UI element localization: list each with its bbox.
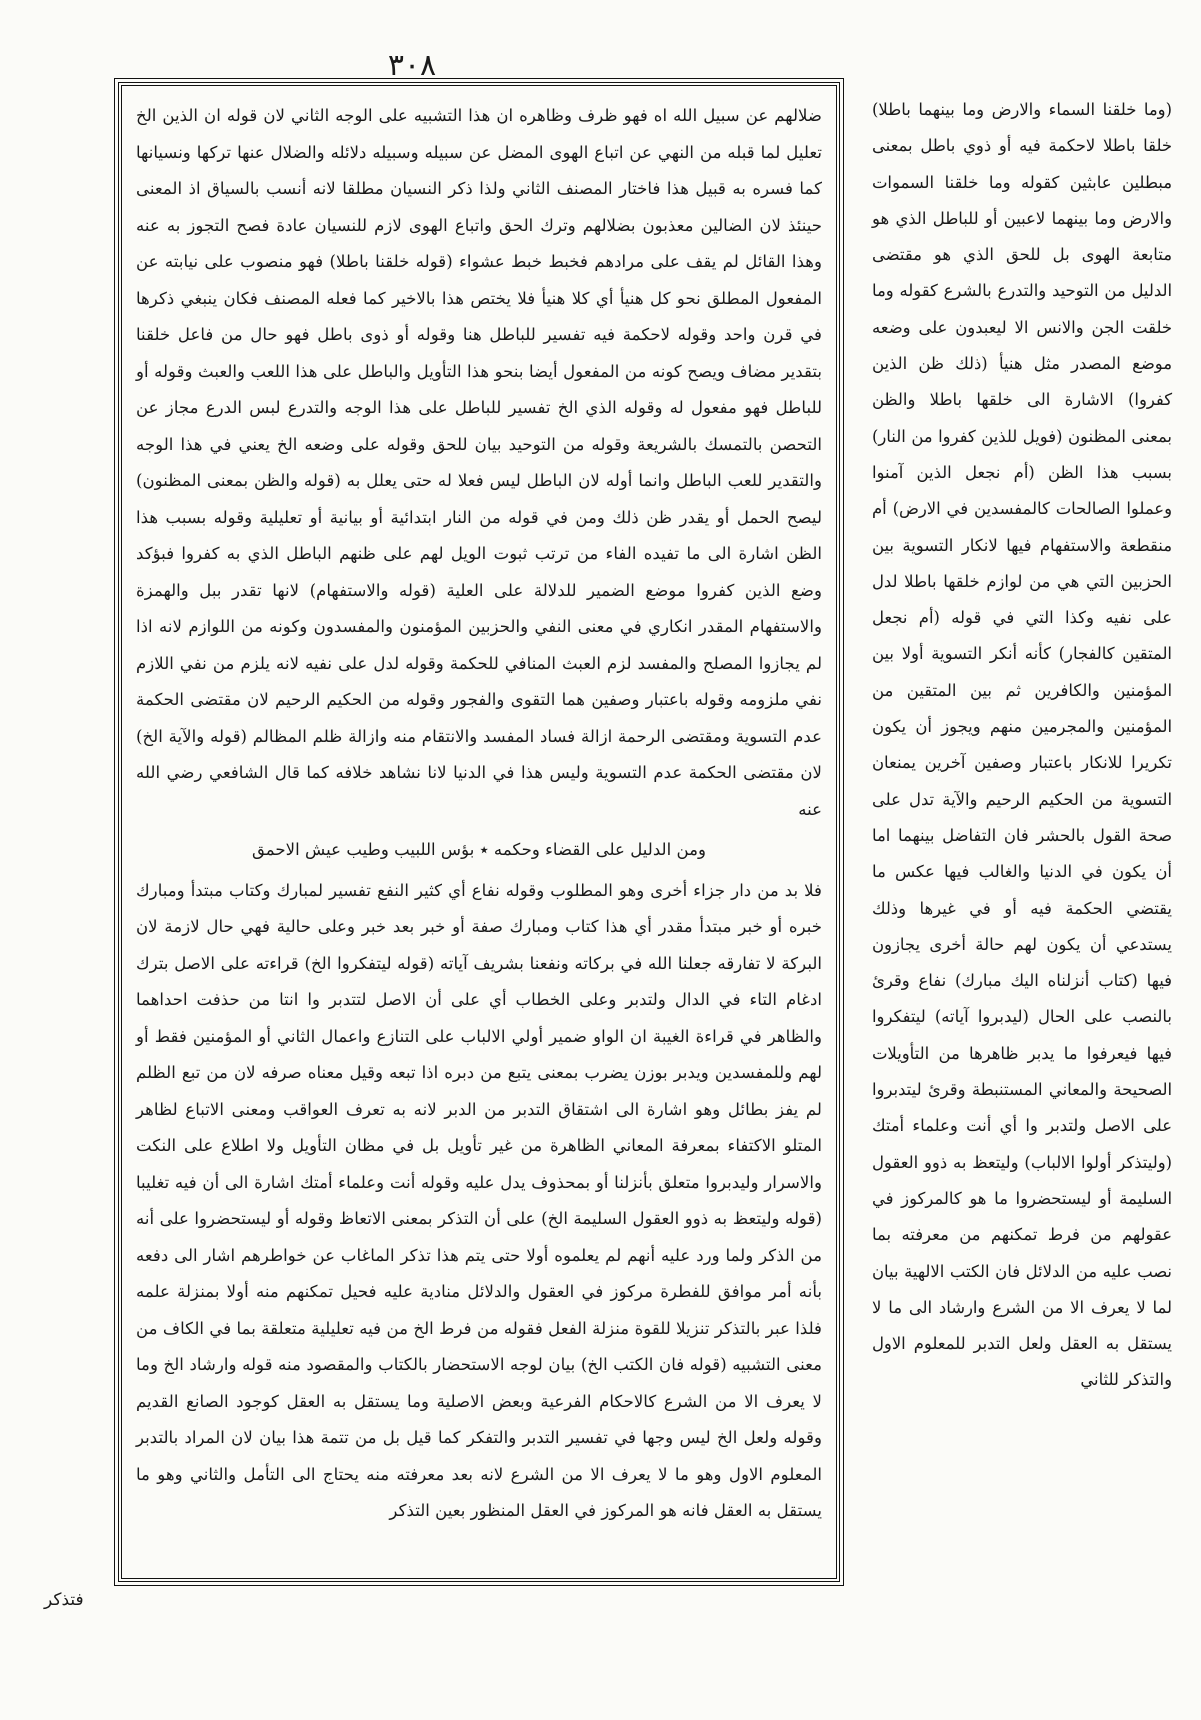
main-text-frame xyxy=(118,82,840,1582)
page-number: ٣٠٨ xyxy=(387,48,437,83)
main-paragraph: ضلالهم عن سبيل الله اه فهو ظرف وظاهره ان هذا التشبيه على الوجه الثاني لان قوله ان الذين الخ تعليل لما قبله من النهي عن اتباع الهوى المضل عن سبيله وسبيله دلائله والضلال عنها تركها ونسيانها كما فسره به قبيل هذا فاختار المصنف الثاني ولذا ذكر النسيان مطلقا لانه أنسب بالسياق اذ المعنى حينئذ لان الضالين معذبون بضلالهم وترك الحق واتباع الهوى لازم للنسيان عادة فصح التجوز به عنه وهذا القائل لم يقف على مرادهم فخبط خبط عشواء (قوله خلقنا باطلا) فهو منصوب على نيابته عن المفعول المطلق نحو كل هنيأ أي كلا هنيأ فلا يختص هذا بالاخير كما فعله المصنف فكان ينبغي ذكرها في قرن واحد وقوله لاحكمة فيه تفسير للباطل هنا وقوله أو ذوى باطل فهو حال من فاعل خلقنا بتقدير مضاف ويصح كونه من المفعول أيضا بنحو هذا التأويل والباطل على هذا اللعب والعبث وقوله أو للباطل فهو مفعول له وقوله الذي الخ تفسير للباطل على هذا الوجه والتدرع لبس الدرع مجاز عن التحصن بالتمسك بالشريعة وقوله من التوحيد بيان للحق وقوله على وضعه الخ يعني في هذا الوجه والتقدير للعب الباطل وانما أوله لان الباطل ليس فعلا له حتى يعلل به (قوله والظن بمعنى المظنون) ليصح الحمل أو يقدر ظن ذلك ومن في قوله من النار ابتدائية أو بيانية أو تعليلية وقوله بسبب هذا الظن اشارة الى ما تفيده الفاء من ترتب ثبوت الويل لهم على ظنهم الباطل الذي به كفروا فبؤكد وضع الذين كفروا موضع الضمير للدلالة على العلية (قوله والاستفهام) لانها تقدر ببل والهمزة والاستفهام المقدر انكاري في معنى النفي والحزبين المؤمنون والمفسدون وكونه من اللوازم لانه اذا لم يجازوا المصلح والمفسد لزم العبث المنافي للحكمة وقوله لدل على نفيه لانه يلزم من نفي اللازم نفي ملزومه وقوله باعتبار وصفين هما التقوى والفجور وقوله من الحكيم الرحيم لان مقتضى الحكمة عدم التسوية ومقتضى الرحمة ازالة فساد المفسد والانتقام منه وازالة ظلم المظالم (قوله والآية الخ) لان مقتضى الحكمة عدم التسوية وليس هذا في الدنيا لانا نشاهد خلافه كما قال الشافعي رضي الله عنه xyxy=(136,106,823,819)
catchword: فتذكر xyxy=(44,1590,84,1610)
main-text xyxy=(136,98,822,1530)
commentary-text: (وما خلقنا السماء والارض وما بينهما باطلا) خلقا باطلا لاحكمة فيه أو ذوي باطل بمعنى مبطلين عابثين كقوله وما خلقنا السموات والارض وما بينهما لاعبين أو للباطل الذي هو متابعة الهوى بل للحق الذي هو مقتضى الدليل من التوحيد والتدرع بالشرع كقوله وما خلقت الجن والانس الا ليعبدون على وضعه موضع المصدر مثل هنيأ (ذلك ظن الذين كفروا) الاشارة الى خلقها باطلا والظن بمعنى المظنون (فويل للذين كفروا من النار) بسبب هذا الظن (أم نجعل الذين آمنوا وعملوا الصالحات كالمفسدين في الارض) أم منقطعة والاستفهام فيها لانكار التسوية بين الحزبين التي هي من لوازم خلقها باطلا لدل على نفيه وكذا التي في قوله (أم نجعل المتقين كالفجار) كأنه أنكر التسوية أولا بين المؤمنين والكافرين ثم بين المتقين من المؤمنين والمجرمين منهم ويجوز أن يكون تكريرا للانكار باعتبار وصفين آخرين يمنعان التسوية من الحكيم الرحيم والآية تدل على صحة القول بالحشر فان التفاضل بينهما اما أن يكون في الدنيا والغالب فيها عكس ما يقتضي الحكمة فيه أو في غيرها وذلك يستدعي أن يكون لهم حالة أخرى يجازون فيها (كتاب أنزلناه اليك مبارك) نفاع وقرئ بالنصب على الحال (ليدبروا آياته) ليتفكروا فيها فيعرفوا ما يدبر ظاهرها من التأويلات الصحيحة والمعاني المستنبطة وقرئ ليتدبروا على الاصل ولتدبر وا أي أنت وعلماء أمتك (وليتذكر أولوا الالباب) وليتعظ به ذوو العقول السليمة أو ليستحضروا ما هو كالمركوز في عقولهم من فرط تمكنهم من معرفته بما نصب عليه من الدلائل فان الكتب الالهية بيان لما لا يعرف الا من الشرع وارشاد الى ما لا يستقل به العقل ولعل التدبر للمعلوم الاول والتذكر للثاني xyxy=(872,100,1172,1390)
main-paragraph: فلا بد من دار جزاء أخرى وهو المطلوب وقوله نفاع أي كثير النفع تفسير لمبارك وكتاب مبتدأ ومبارك خبره أو خبر مبتدأ مقدر أي هذا كتاب ومبارك صفة أو خبر بعد خبر وعلى حالية فهي حال لازمة لان البركة لا تفارقه جعلنا الله في بركاته ونفعنا بشريف آياته (قوله ليتفكروا الخ) قراءته على الاصل بترك ادغام التاء في الدال ولتدبر وعلى الخطاب أي على أن الاصل لتتدبر وا انتا من حذفت احداهما والظاهر في قراءة الغيبة ان الواو ضمير أولي الالباب على التنازع واعمال الثاني أو المؤمنين فقط أو لهم وللمفسدين ويدبر بوزن يضرب بمعنى يتبع من دبره اذا تبعه وقيل معناه صرفه لان من تبع الظلم لم يفز بطائل وهو اشارة الى اشتقاق التدبر من الدبر لانه به تعرف العواقب ومعنى الاتباع لظاهر المتلو الاكتفاء بمعرفة المعاني الظاهرة من غير تأويل بل في مظان التأويل ولا اطلاع على النكت والاسرار وليدبروا متعلق بأنزلنا أو بمحذوف يدل عليه وقوله أنت وعلماء أمتك اشارة الى أن فيه تغليبا (قوله وليتعظ به ذوو العقول السليمة الخ) على أن التذكر بمعنى الاتعاظ وقوله أو ليستحضروا على أنه من الذكر ولما ورد عليه أنهم لم يعلموه أولا حتى يتم هذا تذكر الماغاب عن خواطرهم اشار الى دفعه بأنه أمر موافق للفطرة مركوز في العقول والدلائل منادية عليه فحيل تمكنهم منه أولا بمنزلة علمه فلذا عبر بالتذكر تنزيلا للقوة منزلة الفعل فقوله من فرط الخ من فيه تعليلية متعلقة بما في الكاف من معنى التشبيه (قوله فان الكتب الخ) بيان لوجه الاستحضار بالكتاب والمقصود منه قوله وارشاد الخ وما لا يعرف الا من الشرع كالاحكام الفرعية وبعض الاصلية وما يستقل به العقل كوجود الصانع القديم وقوله ولعل الخ ليس وجها في تفسير التدبر والتفكر كما قيل بل من تتمة هذا بيان لان المراد بالتدبر المعلوم الاول وهو ما لا يعرف الا من الشرع لانه بعد معرفته منه يحتاج الى التأمل والثاني وهو ما يستقل به العقل فانه هو المركوز في العقل المنظور بعين التذكر xyxy=(136,880,822,1520)
commentary-column xyxy=(872,92,1172,1532)
poetry-verse: ومن الدليل على القضاء وحكمه ٭ بؤس اللبيب وطيب عيش الاحمق xyxy=(251,840,707,859)
